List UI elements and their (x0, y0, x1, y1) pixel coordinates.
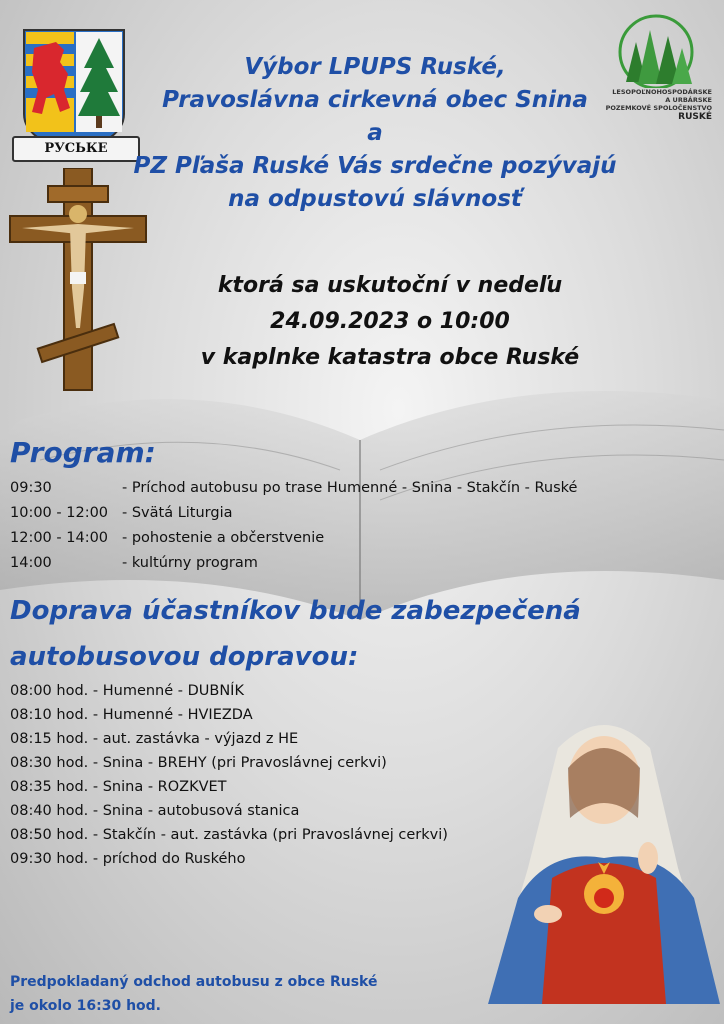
forest-logo-icon (606, 12, 706, 88)
departure-note (10, 970, 470, 1018)
bus-stop-row: 09:30 hod. - príchod do Ruského (10, 851, 246, 867)
departure-note-line-2: je okolo 16:30 hod. (10, 998, 161, 1014)
heading-line-4: PZ Pľaša Ruské Vás srdečne pozývajú (133, 153, 617, 179)
crest-ribbon: РУСЬКЕ (12, 136, 140, 162)
bus-stop-row: 08:35 hod. - Snina - ROZKVET (10, 779, 227, 795)
invitation-heading (133, 51, 617, 216)
bus-stop-row: 08:15 hod. - aut. zastávka - výjazd z HE (10, 731, 299, 747)
program-desc: - Svätá Liturgia (122, 505, 233, 521)
event-location: v kaplnke katastra obce Ruské (200, 345, 580, 370)
program-list (10, 480, 710, 580)
program-desc: - kultúrny program (122, 555, 258, 571)
bus-stop-row: 08:50 hod. - Stakčín - aut. zastávka (pri Pravoslávnej cerkvi) (10, 827, 448, 843)
program-time: 10:00 - 12:00 (10, 505, 109, 521)
org-logo-line-2: A URBÁRSKE (665, 96, 712, 104)
heading-line-1: Výbor LPUPS Ruské, (244, 54, 506, 80)
bus-stop-row: 08:10 hod. - Humenné - HVIEZDA (10, 707, 253, 723)
event-date: 24.09.2023 o 10:00 (270, 309, 510, 334)
heading-line-3: a (367, 120, 383, 146)
crucifix-icon (8, 168, 148, 394)
program-title: Program: (10, 436, 156, 469)
org-logo-line-4: RUSKÉ (678, 112, 712, 122)
bus-stop-row: 08:40 hod. - Snina - autobusová stanica (10, 803, 300, 819)
bus-stop-row: 08:00 hod. - Humenné - DUBNÍK (10, 683, 244, 699)
departure-note-line-1: Predpokladaný odchod autobusu z obce Ruské (10, 974, 378, 990)
program-desc: - pohostenie a občerstvenie (122, 530, 325, 546)
event-line-1: ktorá sa uskutoční v nedeľu (217, 273, 563, 298)
program-desc: - Príchod autobusu po trase Humenné - Snina - Stakčín - Ruské (122, 480, 578, 496)
program-time: 12:00 - 14:00 (10, 530, 109, 546)
org-logo-line-1: LESOPOĽNOHOSPODÁRSKE (612, 88, 712, 96)
transport-title (10, 588, 581, 680)
bus-stop-row: 08:30 hod. - Snina - BREHY (pri Pravoslávnej cerkvi) (10, 755, 387, 771)
transport-title-line-1: Doprava účastníkov bude zabezpečená (10, 596, 581, 626)
heading-line-5: na odpustovú slávnosť (228, 186, 522, 212)
event-details (140, 268, 640, 376)
program-time: 14:00 (10, 555, 52, 571)
virgin-mary-icon (488, 708, 720, 1004)
program-time: 09:30 (10, 480, 52, 496)
org-logo-line-3: POZEMKOVÉ SPOLOČENSTVO (605, 104, 712, 112)
bus-schedule (10, 683, 530, 883)
heading-line-2: Pravoslávna cirkevná obec Snina (162, 87, 588, 113)
transport-title-line-2: autobusovou dopravou: (10, 642, 359, 672)
